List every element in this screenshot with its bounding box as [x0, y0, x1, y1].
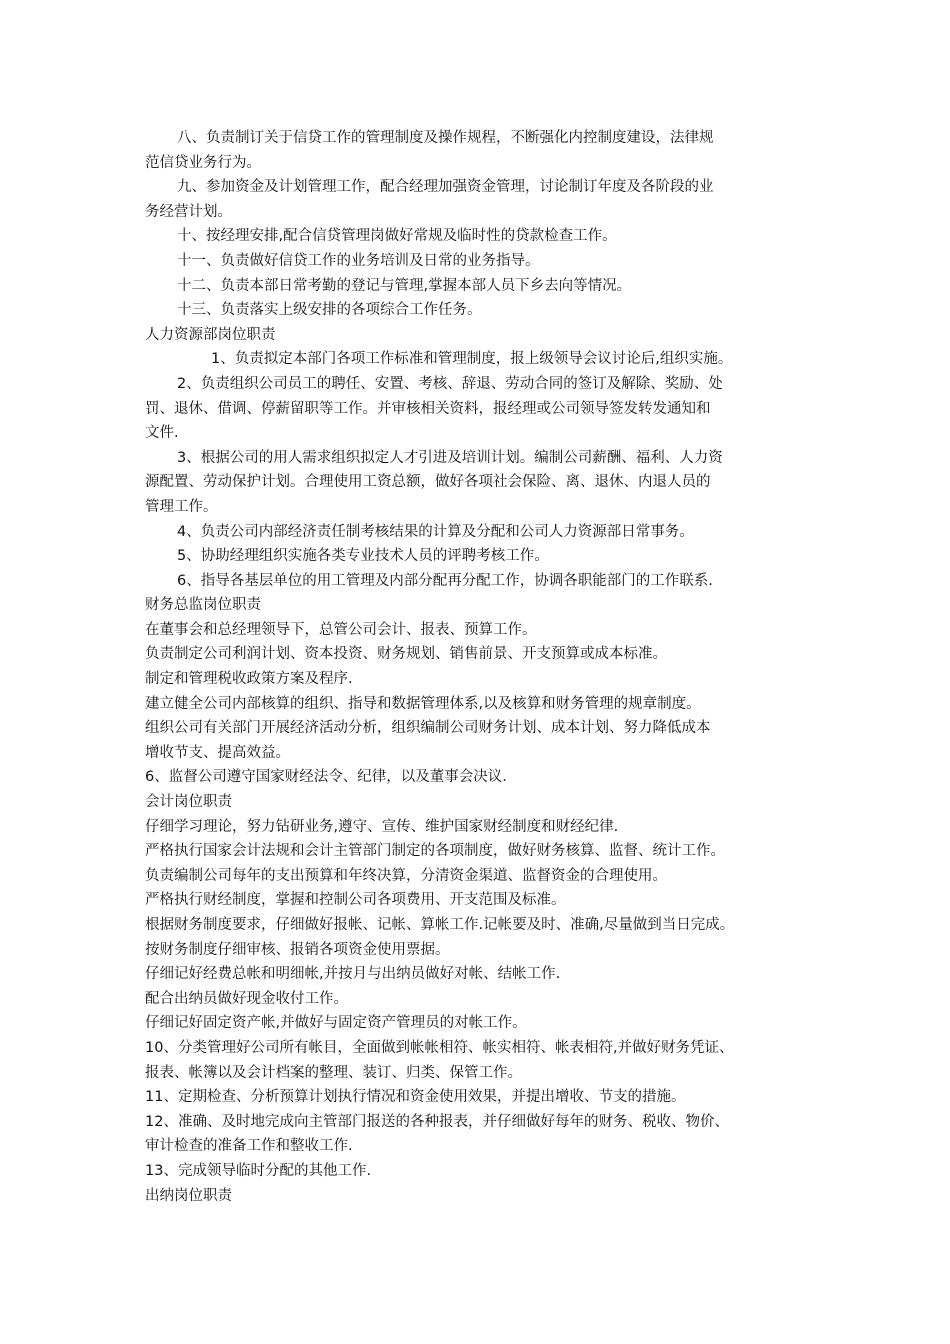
list-item: 根据财务制度要求，仔细做好报帐、记帐、算帐工作.记帐要及时、准确,尽量做到当日完成。	[145, 917, 735, 933]
list-item: 4、负责公司内部经济责任制考核结果的计算及分配和公司人力资源部日常事务。	[177, 523, 694, 540]
paragraph-line: 管理工作。	[145, 498, 218, 515]
list-item: 制定和管理税收政策方案及程序.	[145, 671, 353, 688]
cfo-duties	[145, 618, 815, 790]
document-body	[145, 126, 815, 1208]
list-item: 11、定期检查、分析预算计划执行情况和资金使用效果，并提出增收、节支的措施。	[145, 1089, 686, 1106]
list-item: 6、指导各基层单位的用工管理及内部分配再分配工作，协调各职能部门的工作联系.	[177, 572, 713, 589]
section-heading-cfo: 财务总监岗位职责	[145, 597, 261, 614]
paragraph-line: 务经营计划。	[145, 203, 232, 220]
list-item: 严格执行国家会计法规和会计主管部门制定的各项制度，做好财务核算、监督、统计工作。	[145, 843, 725, 860]
paragraph-line: 罚、退休、借调、停薪留职等工作。并审核相关资料，报经理或公司领导签发转发通知和	[145, 400, 711, 417]
list-item: 仔细学习理论，努力钻研业务,遵守、宣传、维护国家财经制度和财经纪律.	[145, 818, 619, 835]
list-item: 仔细记好固定资产帐,并做好与固定资产管理员的对帐工作。	[145, 1015, 527, 1032]
paragraph-line: 审计检查的准备工作和整收工作.	[145, 1138, 353, 1155]
list-item: 十二、负责本部日常考勤的登记与管理,掌握本部人员下乡去向等情况。	[177, 277, 632, 294]
credit-duties-tail	[145, 126, 815, 323]
paragraph-line: 报表、帐簿以及会计档案的整理、装订、归类、保管工作。	[145, 1064, 522, 1081]
paragraph-line: 九、参加资金及计划管理工作，配合经理加强资金管理，讨论制订年度及各阶段的业	[177, 179, 714, 196]
list-item: 配合出纳员做好现金收付工作。	[145, 990, 348, 1007]
paragraph-line: 12、准确、及时地完成向主管部门报送的各种报表，并仔细做好每年的财务、税收、物价、	[145, 1113, 729, 1130]
list-item	[145, 126, 815, 175]
paragraph-line: 10、分类管理好公司所有帐目，全面做到帐帐相符、帐实相符、帐表相符,并做好财务凭证、	[145, 1039, 734, 1056]
list-item: 1、负责拟定本部门各项工作标准和管理制度，报上级领导会议讨论后,组织实施。	[211, 351, 733, 368]
list-item: 十三、负责落实上级安排的各项综合工作任务。	[177, 302, 482, 319]
paragraph-line: 3、根据公司的用人需求组织拟定人才引进及培训计划。编制公司薪酬、福利、人力资	[177, 449, 723, 466]
list-item: 仔细记好经费总帐和明细帐,并按月与出纳员做好对帐、结帐工作.	[145, 966, 561, 983]
paragraph-line: 范信贷业务行为。	[145, 154, 261, 171]
list-item	[145, 446, 815, 520]
list-item	[145, 1036, 815, 1085]
list-item: 13、完成领导临时分配的其他工作.	[145, 1162, 372, 1179]
list-item: 十一、负责做好信贷工作的业务培训及日常的业务指导。	[177, 252, 540, 269]
list-item: 6、监督公司遵守国家财经法令、纪律，以及董事会决议.	[145, 769, 507, 786]
list-item: 5、协助经理组织实施各类专业技术人员的评聘考核工作。	[177, 548, 549, 565]
paragraph-line: 文件.	[145, 425, 179, 442]
list-item: 建立健全公司内部核算的组织、指导和数据管理体系,以及核算和财务管理的规章制度。	[145, 695, 701, 712]
paragraph-line: 增收节支、提高效益。	[145, 744, 290, 761]
section-heading-accounting: 会计岗位职责	[145, 794, 232, 811]
hr-duties	[145, 347, 815, 593]
accounting-duties	[145, 815, 815, 1184]
list-item	[145, 716, 815, 765]
section-heading-hr: 人力资源部岗位职责	[145, 326, 276, 343]
list-item	[145, 1110, 815, 1159]
list-item: 负责编制公司每年的支出预算和年终决算，分清资金渠道、监督资金的合理使用。	[145, 867, 667, 884]
list-item	[145, 175, 815, 224]
paragraph-line: 源配置、劳动保护计划。合理使用工资总额，做好各项社会保险、离、退休、内退人员的	[145, 474, 711, 491]
paragraph-line: 组织公司有关部门开展经济活动分析，组织编制公司财务计划、成本计划、努力降低成本	[145, 720, 711, 737]
paragraph-line: 2、负责组织公司员工的聘任、安置、考核、辞退、劳动合同的签订及解除、奖励、处	[177, 375, 723, 392]
paragraph-line: 八、负责制订关于信贷工作的管理制度及操作规程，不断强化内控制度建设，法律规	[177, 130, 714, 146]
list-item: 在董事会和总经理领导下，总管公司会计、报表、预算工作。	[145, 621, 537, 638]
list-item: 十、按经理安排,配合信贷管理岗做好常规及临时性的贷款检查工作。	[177, 228, 617, 245]
list-item: 严格执行财经制度，掌握和控制公司各项费用、开支范围及标准。	[145, 892, 566, 909]
list-item: 负责制定公司利润计划、资本投资、财务规划、销售前景、开支预算或成本标准。	[145, 646, 667, 663]
section-heading-cashier: 出纳岗位职责	[145, 1187, 232, 1204]
list-item: 按财务制度仔细审核、报销各项资金使用票据。	[145, 941, 450, 958]
list-item	[145, 372, 815, 446]
